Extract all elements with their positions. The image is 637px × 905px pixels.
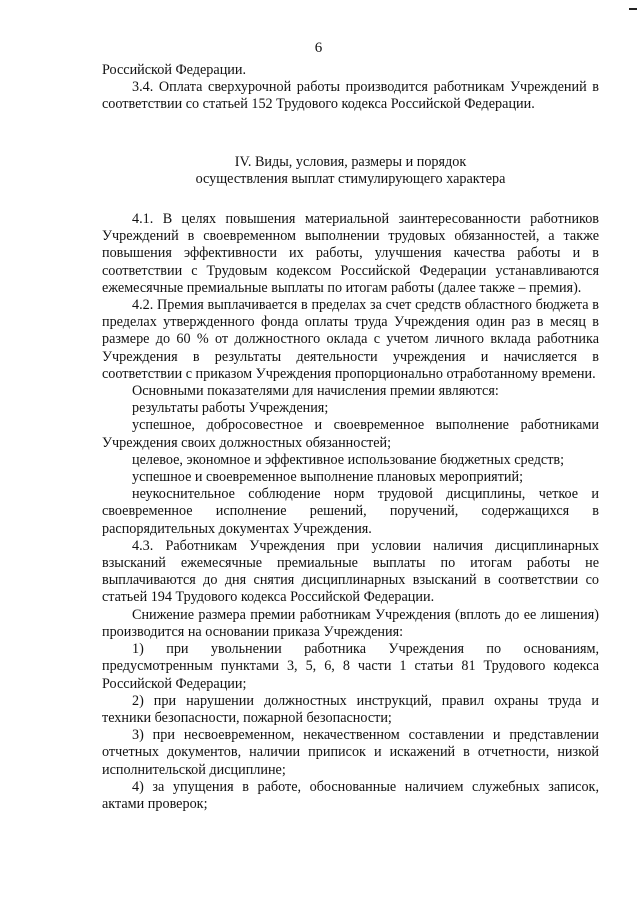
section-title (102, 154, 599, 188)
page-number: 6 (314, 40, 323, 56)
paragraph-4-2: 4.2. Премия выплачивается в пределах за счет средств областного бюджета в пределах утвержденного фонда оплаты труда Учреждения один раз в месяц в размере до 60 % от должностного оклада с учетом личного вклада работника Учреждения в результаты деятельности учреждения и начисляется в соответствии с приказом Учреждения пропорционально отработанному времени. (102, 297, 599, 382)
indicator-item: успешное, добросовестное и своевременное выполнение работниками Учреждения своих должностных обязанностей; (102, 417, 599, 451)
paragraph-4-3: 4.3. Работникам Учреждения при условии наличия дисциплинарных взысканий ежемесячные премиальные выплаты по итогам работы не выплачиваются до дня снятия дисциплинарных взысканий в соответствии со статьей 194 Трудового кодекса Российской Федерации. (102, 537, 599, 606)
section-title-line-2: осуществления выплат стимулирующего характера (195, 170, 506, 187)
document-body (102, 62, 599, 813)
intro-continuation: Российской Федерации. (102, 62, 247, 78)
reduction-item-2: 2) при нарушении должностных инструкций, правил охраны труда и техники безопасности, пожарной безопасности; (102, 692, 599, 726)
indicators-heading: Основными показателями для начисления премии являются: (132, 383, 499, 400)
indicator-item: успешное и своевременное выполнение плановых мероприятий; (132, 469, 524, 486)
edge-mark (629, 8, 637, 10)
indicator-item: неукоснительное соблюдение норм трудовой дисциплины, четкое и своевременное исполнение решений, поручений, содержащихся в распорядительных документах Учреждения. (102, 486, 599, 537)
reduction-item-4: 4) за упущения в работе, обоснованные наличием служебных записок, актами проверок; (102, 778, 599, 812)
indicator-item: результаты работы Учреждения; (132, 400, 329, 417)
paragraph-3-4: 3.4. Оплата сверхурочной работы производится работникам Учреждений в соответствии со статьей 152 Трудового кодекса Российской Федерации. (102, 79, 599, 113)
section-title-line-1: IV. Виды, условия, размеры и порядок (234, 153, 467, 170)
reduction-item-1: 1) при увольнении работника Учреждения по основаниям, предусмотренным пунктами 3, 5, 6, 8 части 1 статьи 81 Трудового кодекса Российской Федерации; (102, 641, 599, 692)
reduction-heading: Снижение размера премии работникам Учреждения (вплоть до ее лишения) производится на основании приказа Учреждения: (102, 606, 599, 640)
indicator-item: целевое, экономное и эффективное использование бюджетных средств; (132, 451, 565, 468)
paragraph-4-1: 4.1. В целях повышения материальной заинтересованности работников Учреждений в своевременном выполнении трудовых обязанностей, а также повышения эффективности их работы, улучшения качества работы и в соответствии с Трудовым кодексом Российской Федерации устанавливаются ежемесячные премиальные выплаты по итогам работы (далее также – премия). (102, 211, 599, 296)
reduction-item-3: 3) при несвоевременном, некачественном составлении и представлении отчетных документов, наличии приписок и искажений в отчетности, низкой исполнительской дисциплине; (102, 727, 599, 778)
